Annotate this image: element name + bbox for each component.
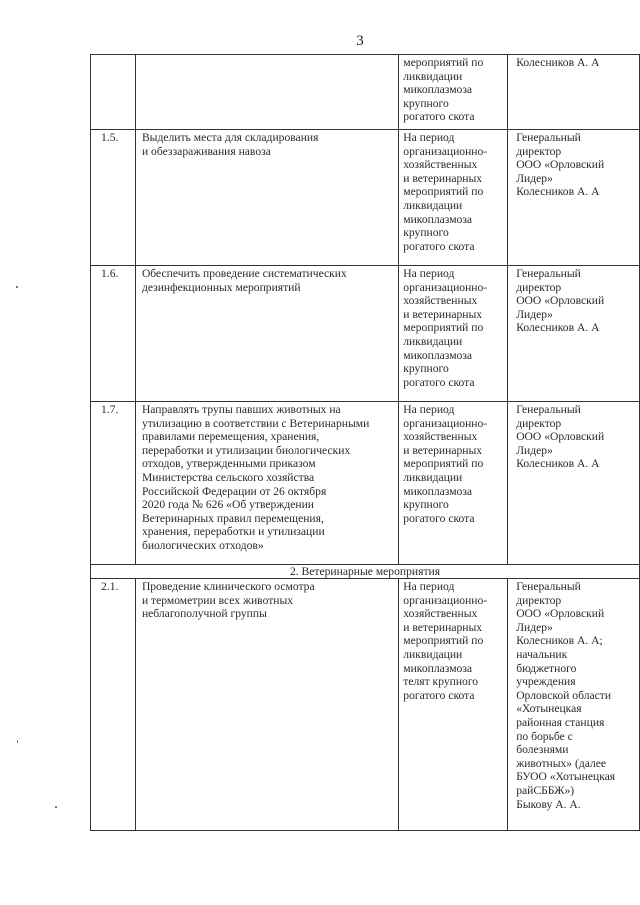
action-cell: Проведение клинического осмотра и термометрии всех животных неблагополучной группы xyxy=(135,579,398,831)
table-row xyxy=(91,266,640,402)
term-cell: На период организационно- хозяйственных и ветеринарных мероприятий по ликвидации микоплазмоза крупного рогатого скота xyxy=(399,130,508,266)
action-cell: Выделить места для складирования и обеззараживания навоза xyxy=(135,130,398,266)
term-cell: На период организационно- хозяйственных и ветеринарных мероприятий по ликвидации микоплазмоза крупного рогатого скота xyxy=(399,402,508,565)
row-number: 1.7. xyxy=(91,402,136,565)
responsible-cell: Колесников А. А xyxy=(508,55,640,130)
scan-mark xyxy=(16,286,18,288)
section-header-row xyxy=(91,565,640,579)
responsible-cell: Генеральный директор ООО «Орловский Лидер» Колесников А. А; начальник бюджетного учреждения Орловской области «Хотынецкая районная станция по борьбе с болезнями животных» (далее БУОО «Хотынецкая райСББЖ») Быкову А. А. xyxy=(508,579,640,831)
responsible-cell: Генеральный директор ООО «Орловский Лидер» Колесников А. А xyxy=(508,266,640,402)
row-number: 1.6. xyxy=(91,266,136,402)
responsible-cell: Генеральный директор ООО «Орловский Лидер» Колесников А. А xyxy=(508,402,640,565)
term-cell: На период организационно- хозяйственных и ветеринарных мероприятий по ликвидации микоплазмоза телят крупного рогатого скота xyxy=(399,579,508,831)
term-cell: На период организационно- хозяйственных и ветеринарных мероприятий по ликвидации микоплазмоза крупного рогатого скота xyxy=(399,266,508,402)
table-row xyxy=(91,402,640,565)
row-number: 2.1. xyxy=(91,579,136,831)
row-number xyxy=(91,55,136,130)
scan-mark xyxy=(55,806,57,808)
measures-table xyxy=(90,54,640,831)
row-number: 1.5. xyxy=(91,130,136,266)
table-row xyxy=(91,579,640,831)
page-number: 3 xyxy=(356,33,364,49)
action-cell xyxy=(135,55,398,130)
action-cell: Направлять трупы павших животных на утилизацию в соответствии с Ветеринарными правилами перемещения, хранения, переработки и утилизации биологических отходов, утвержденными приказом Министерства сельского хозяйства Российской Федерации от 26 октября 2020 года № 626 «Об утверждении Ветеринарных правил перемещения, хранения, переработки и утилизации биологических отходов» xyxy=(135,402,398,565)
action-cell: Обеспечить проведение систематических дезинфекционных мероприятий xyxy=(135,266,398,402)
term-cell: мероприятий по ликвидации микоплазмоза крупного рогатого скота xyxy=(399,55,508,130)
section-title: 2. Ветеринарные мероприятия xyxy=(91,565,640,579)
table-row xyxy=(91,55,640,130)
table-row xyxy=(91,130,640,266)
scan-mark xyxy=(17,740,18,743)
responsible-cell: Генеральный директор ООО «Орловский Лидер» Колесников А. А xyxy=(508,130,640,266)
